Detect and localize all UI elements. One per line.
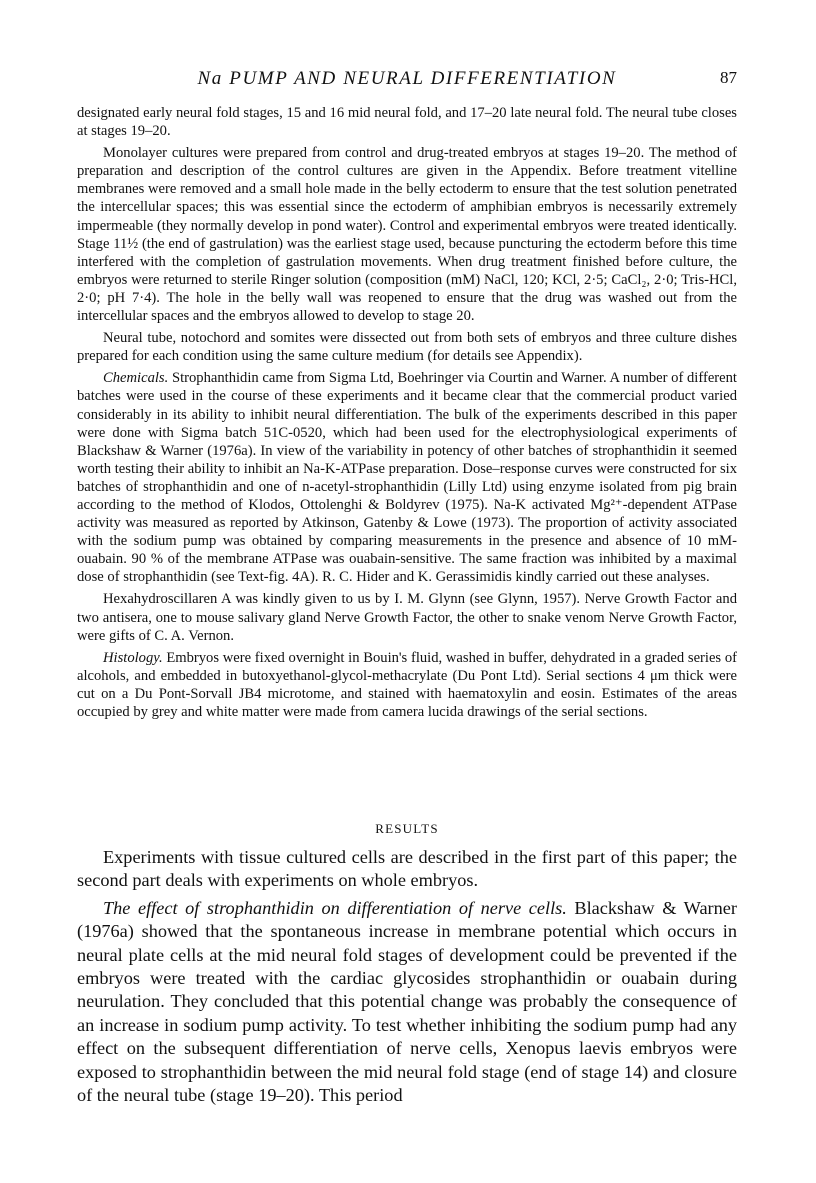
results-paragraph-strophanthidin [77, 897, 737, 1108]
chemicals-text: Strophanthidin came from Sigma Ltd, Boehringer via Courtin and Warner. A number of different batches were used in the course of these experiments and it became clear that the commercial product varied considerably in its ability to inhibit neural differentiation. The bulk of the experiments described in this paper were done with Sigma batch 51C-0520, which had been used for the electrophysiological experiments of Blackshaw & Warner (1976a). In view of the variability in potency of other batches of strophanthidin it seemed worth testing their ability to inhibit an Na-K-ATPase preparation. Dose–response curves were constructed for six batches of strophanthidin and one of n-acetyl-strophanthidin (Lilly Ltd) using enzyme isolated from pig brain according to the method of Klodos, Ottolenghi & Boldyrev (1975). Na-K activated Mg²⁺-dependent ATPase activity was measured as reported by Atkinson, Gatenby & Lowe (1973). The proportion of activity associated with the sodium pump was obtained by comparing measurements in the presence and absence of 10 mM-ouabain. 90 % of the membrane ATPase was ouabain-sensitive. The same fraction was inhibited by a maximal dose of strophanthidin (see Text-fig. 4A). R. C. Hider and K. Gerassimidis kindly carried out these analyses. [77, 370, 737, 586]
results-paragraph-intro: Experiments with tissue cultured cells are described in the first part of this paper; the second part deals with experiments on whole embryos. [77, 847, 737, 891]
running-title: Na PUMP AND NEURAL DIFFERENTIATION [197, 68, 617, 89]
results-section [77, 846, 737, 1111]
page-number: 87 [720, 68, 737, 87]
strophanthidin-subheading: The effect of strophanthidin on differentiation of nerve cells. [103, 897, 567, 918]
methods-section [77, 104, 737, 725]
methods-paragraph-histology [77, 649, 737, 721]
strophanthidin-text: Blackshaw & Warner (1976a) showed that the spontaneous increase in membrane potential which occurs in neural plate cells at the mid neural fold stages of development could be prevented if the embryos were treated with the cardiac glycosides strophanthidin or ouabain during neurulation. They concluded that this potential change was probably the consequence of an increase in sodium pump activity. To test whether inhibiting the sodium pump had any effect on the subsequent differentiation of nerve cells, Xenopus laevis embryos were exposed to strophanthidin between the mid neural fold stage (end of stage 14) and closure of the neural tube (stage 19–20). This period [77, 897, 737, 1106]
histology-text: Embryos were fixed overnight in Bouin's fluid, washed in buffer, dehydrated in a graded series of alcohols, and embedded in butoxyethanol-glycol-methacrylate (Du Pont Ltd). Serial sections 4 μm thick were cut on a Du Pont-Sorvall JB4 microtome, and stained with haematoxylin and eosin. Estimates of the areas occupied by grey and white matter were made from camera lucida drawings of the serial sections. [77, 649, 737, 720]
chemicals-heading: Chemicals. [103, 370, 169, 387]
methods-paragraph-hexahydroscillaren: Hexahydroscillaren A was kindly given to us by I. M. Glynn (see Glynn, 1957). Nerve Growth Factor and two antisera, one to mouse salivary gland Nerve Growth Factor, the other to snake venom Nerve Growth Factor, were gifts of C. A. Vernon. [77, 591, 737, 644]
methods-paragraph-cultures: Monolayer cultures were prepared from control and drug-treated embryos at stages 19–20. The method of preparation and description of the control cultures are given in the Appendix. Before treatment vitelline membranes were removed and a small hole made in the belly ectoderm to ensure that the test solution penetrated the intercellular spaces; this was essential since the ectoderm of amphibian embryos is necessarily extremely impermeable (they normally develop in pond water). Control and experimental embryos were treated identically. Stage 11½ (the end of gastrulation) was the earliest stage used, because puncturing the ectoderm before this time interfered with the completion of gastrulation movements. When drug treatment finished before culture, the embryos were returned to sterile Ringer solution (composition (mM) NaCl, 120; KCl, 2·5; CaCl₂, 2·0; Tris-HCl, 2·0; pH 7·4). The hole in the belly wall was reopened to ensure that the drug was washed out from the intercellular spaces and the embryos allowed to develop to stage 20. [77, 145, 737, 325]
results-heading: RESULTS [375, 821, 439, 836]
methods-paragraph-chemicals [77, 369, 737, 586]
page-header [77, 68, 737, 94]
histology-heading: Histology. [103, 649, 163, 666]
methods-paragraph-stages: designated early neural fold stages, 15 and 16 mid neural fold, and 17–20 late neural fold. The neural tube closes at stages 19–20. [77, 105, 737, 140]
methods-paragraph-dissection: Neural tube, notochord and somites were dissected out from both sets of embryos and three culture dishes prepared for each condition using the same culture medium (for details see Appendix). [77, 330, 737, 365]
